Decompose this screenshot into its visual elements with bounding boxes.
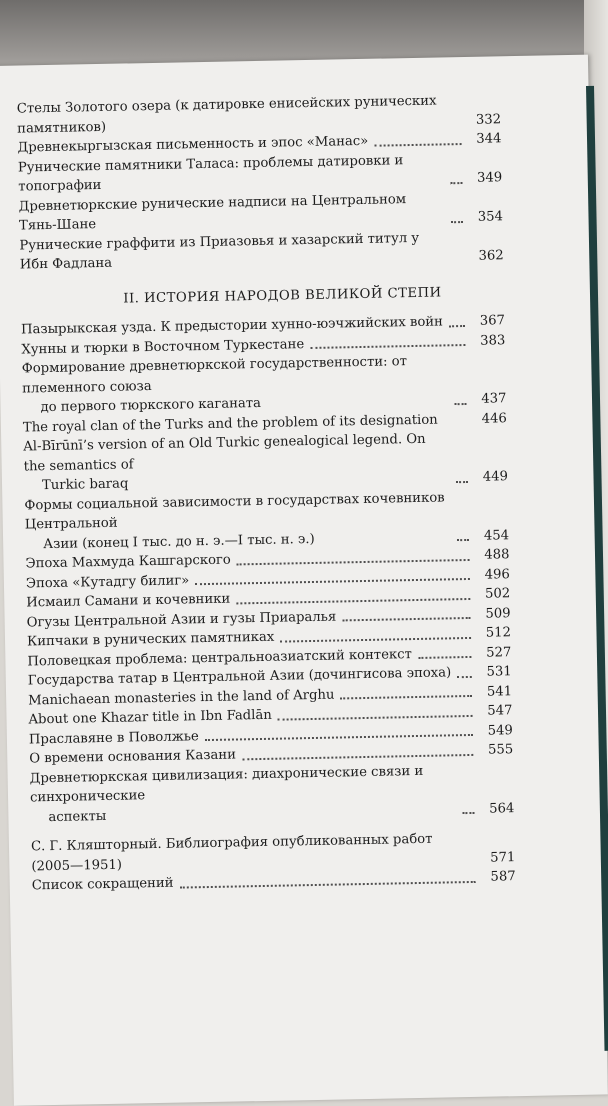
dot-leader: [374, 143, 461, 147]
toc-entry-title: Manichaean monasteries in the land of Arghu: [28, 685, 335, 710]
toc-entry-page: 354: [471, 207, 503, 227]
section-heading: II. ИСТОРИЯ НАРОДОВ ВЕЛИКОЙ СТЕПИ: [60, 282, 504, 310]
toc-entry: [22, 350, 507, 418]
toc-entry-title: [30, 761, 457, 828]
dot-leader: [451, 221, 463, 223]
toc-entry-title: Стелы Золотого озера (к датировке енисейских рунических памятников): [17, 91, 444, 138]
dot-leader: [310, 344, 465, 349]
toc-entry-title-continuation: аспекты: [30, 800, 456, 828]
toc-entry-page: 555: [481, 740, 513, 760]
toc-entry-page: 349: [470, 168, 502, 188]
toc-entry-page: 571: [483, 848, 515, 868]
dot-leader: [242, 753, 473, 759]
toc-entry-title: Огузы Центральной Азии и гузы Приаралья: [27, 607, 337, 632]
dot-leader: [236, 597, 470, 603]
toc-entry-page: 527: [479, 643, 511, 663]
toc-entry-title: С. Г. Кляшторный. Библиография опубликованных работ (2005—1951): [31, 829, 458, 876]
toc-entry-title-continuation: Азии (конец I тыс. до н. э.—I тыс. н. э.): [25, 527, 451, 555]
toc-entry-title: Кипчаки в рунических памятниках: [27, 628, 275, 652]
dot-leader: [457, 675, 472, 677]
toc-entry-title: [23, 429, 450, 496]
toc-entry: [19, 227, 504, 275]
toc-entry-page: 587: [483, 867, 515, 887]
toc-entry-page: 564: [482, 799, 514, 819]
toc-entry-title: О времени основания Казани: [29, 745, 236, 768]
toc-entry-title-line: Al-Bīrūnī’s version of an Old Turkic genealogical legend. On the semantics of: [23, 432, 426, 474]
toc-entry-page: 496: [478, 565, 510, 585]
toc-entry-page: 502: [478, 584, 510, 604]
toc-entry-page: 512: [479, 623, 511, 643]
dot-leader: [205, 734, 473, 741]
dot-leader: [462, 812, 474, 814]
dot-leader: [180, 880, 476, 888]
dot-leader: [342, 617, 470, 621]
toc-entry-title: Список сокращений: [32, 874, 174, 896]
toc-entry-page: 362: [472, 246, 504, 266]
toc-entry-page: 344: [469, 129, 501, 149]
toc-entry: [23, 428, 508, 496]
dot-leader: [457, 539, 469, 541]
toc-entry-page: 509: [478, 604, 510, 624]
toc-entry-page: 383: [473, 331, 505, 351]
toc-entry-title: Пазырыкская узда. К предыстории хунно-юэчжийских войн: [21, 312, 443, 340]
toc-entry-title: Исмаил Самани и кочевники: [26, 590, 230, 613]
toc-entry: [24, 487, 509, 555]
toc-entry-title: Праславяне в Поволжье: [29, 727, 199, 750]
toc-entry-page: 488: [477, 545, 509, 565]
toc-entry-title: Эпоха Махмуда Кашгарского: [25, 551, 231, 574]
dot-leader: [340, 695, 472, 700]
toc-entry-page: 449: [476, 467, 508, 487]
toc-entry-page: 454: [477, 526, 509, 546]
book-page: [0, 55, 608, 1106]
toc-entry-page: 437: [474, 389, 506, 409]
dot-leader: [418, 656, 472, 659]
toc-entry-title: Древнетюркские рунические надписи на Центральном Тянь-Шане: [19, 189, 446, 236]
toc-entry-title-line: Формирование древнетюркской государственности: от племенного союза: [22, 354, 407, 396]
toc-entry-title: Половецкая проблема: центральноазиатский контекст: [27, 645, 412, 672]
toc-entry-title: About one Khazar title in Ibn Fadlān: [28, 706, 272, 730]
toc-entry-page: 367: [473, 311, 505, 331]
toc-entry-page: 541: [480, 682, 512, 702]
toc-entry-title: Хунны и тюрки в Восточном Туркестане: [21, 335, 304, 360]
toc-entry-page: 549: [481, 721, 513, 741]
dot-leader: [455, 402, 467, 404]
toc-entry-title: [24, 488, 451, 555]
toc-entry-title-line: Формы социальной зависимости в государствах кочевников Центральной: [24, 490, 444, 533]
dot-leader: [237, 558, 470, 564]
dot-leader: [278, 714, 473, 720]
toc-entry-title-line: Древнетюркская цивилизация: диахронические связи и синхронические: [30, 763, 424, 805]
toc-entry-page: 547: [480, 701, 512, 721]
toc-entry-page: 446: [475, 409, 507, 429]
toc-entry-title: Древнекыргызская письменность и эпос «Манас»: [17, 132, 368, 158]
toc-entry-title: Рунические граффити из Приазовья и хазарский титул у Ибн Фадлана: [19, 228, 446, 275]
dot-leader: [280, 636, 471, 642]
dot-leader: [195, 578, 470, 585]
toc-entry-title-continuation: до первого тюркского каганата: [22, 390, 448, 418]
toc-entry-title: [22, 351, 449, 418]
toc-entry-title: Рунические памятники Таласа: проблемы датировки и топографии: [18, 150, 445, 197]
dot-leader: [456, 480, 468, 482]
table-of-contents: [17, 90, 516, 896]
toc-entry-title-continuation: Turkic baraq: [24, 468, 450, 496]
dot-leader: [449, 325, 465, 327]
toc-entry: [30, 760, 515, 828]
toc-entry-title: Государства татар в Центральной Азии (дочингисова эпоха): [28, 663, 452, 691]
toc-entry-title: The royal clan of the Turks and the problem of its designation: [23, 410, 438, 437]
dot-leader: [450, 182, 462, 184]
toc-entry-page: 531: [480, 662, 512, 682]
toc-entry-page: 332: [469, 110, 501, 130]
toc-entry-title: Эпоха «Кутадгу билиг»: [26, 571, 190, 594]
